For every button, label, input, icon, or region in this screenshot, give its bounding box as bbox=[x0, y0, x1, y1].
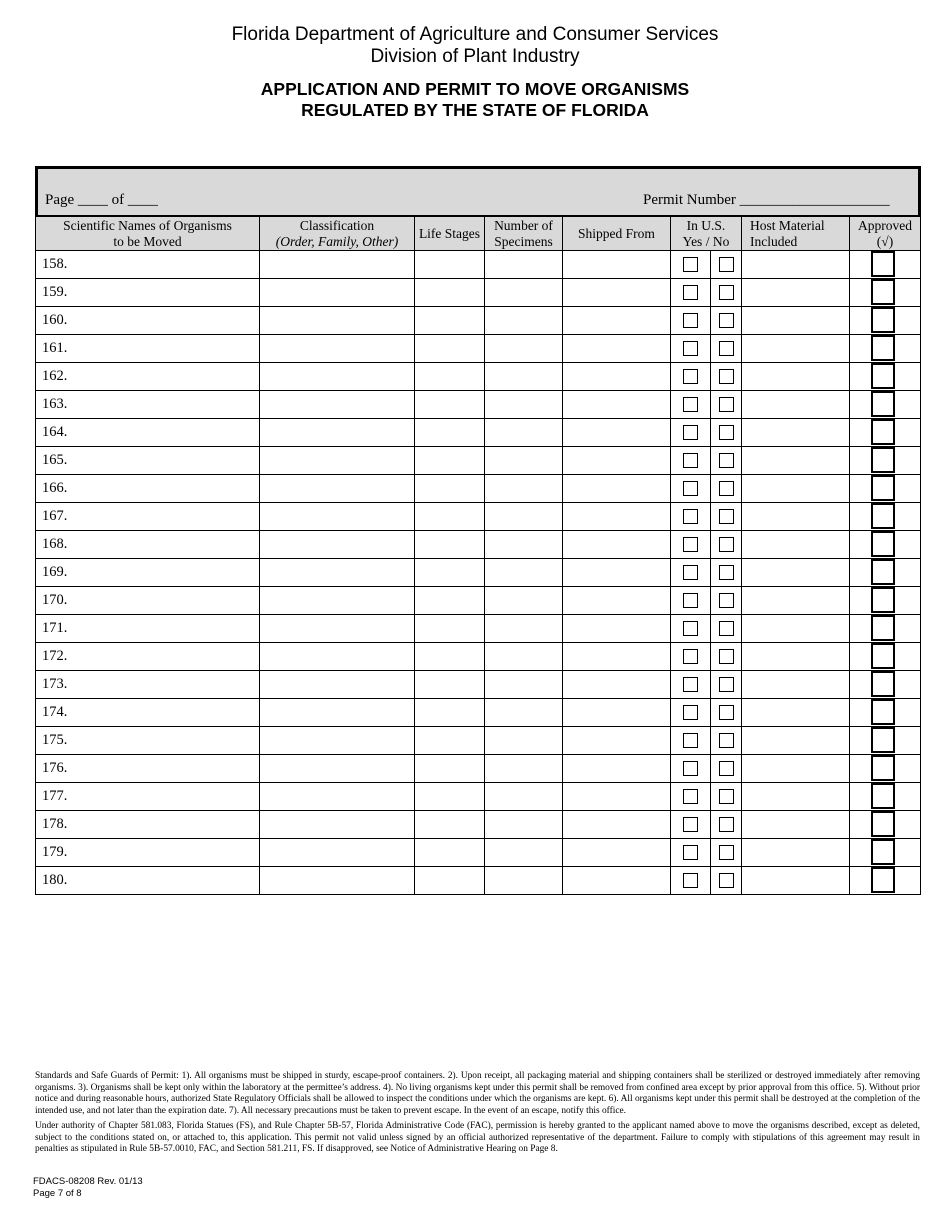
page-permit-bar bbox=[35, 166, 921, 219]
specimens-cell[interactable] bbox=[485, 559, 563, 587]
life-stages-cell[interactable] bbox=[415, 419, 485, 447]
specimens-cell[interactable] bbox=[485, 503, 563, 531]
classification-cell[interactable] bbox=[260, 867, 415, 895]
col-classification: Classification (Order, Family, Other) bbox=[260, 217, 415, 251]
table-row bbox=[36, 755, 921, 783]
shipped-from-cell[interactable] bbox=[563, 755, 671, 783]
life-stages-cell[interactable] bbox=[415, 475, 485, 503]
life-stages-cell[interactable] bbox=[415, 279, 485, 307]
classification-cell[interactable] bbox=[260, 811, 415, 839]
life-stages-cell[interactable] bbox=[415, 671, 485, 699]
in-us-no-checkbox[interactable] bbox=[719, 481, 734, 496]
row-number: 165. bbox=[36, 447, 260, 475]
in-us-no-checkbox[interactable] bbox=[719, 789, 734, 804]
host-material-cell[interactable] bbox=[742, 251, 850, 279]
in-us-yes-checkbox[interactable] bbox=[683, 789, 698, 804]
life-stages-cell[interactable] bbox=[415, 251, 485, 279]
specimens-cell[interactable] bbox=[485, 251, 563, 279]
agency-name: Florida Department of Agriculture and Consumer Services bbox=[231, 24, 719, 45]
host-material-cell[interactable] bbox=[742, 335, 850, 363]
approved-checkbox[interactable] bbox=[871, 783, 895, 809]
page-of-label: Page 7 of 8 bbox=[33, 1188, 82, 1199]
form-title bbox=[0, 79, 950, 121]
specimens-cell[interactable] bbox=[485, 811, 563, 839]
authority-paragraph: Under authority of Chapter 581.083, Florida Statues (FS), and Rule Chapter 5B-57, Florida Administrative Code (FAC), permission is hereby granted to the applicant named above to move the organisms described, except as deleted, subject to the conditions stated on, or attached to, this application. This permit not valid unless signed by an official authorized representative of the department. Failure to comply with stipulations of this agreement may result in penalties as stipulated in Rule 5B-57.0010, FAC, and Section 581.211, FS. If disapproved, see Notice of Administrative Hearing on Page 8. bbox=[35, 1121, 920, 1155]
table-row bbox=[36, 615, 921, 643]
approved-checkbox[interactable] bbox=[871, 811, 895, 837]
row-number: 180. bbox=[36, 867, 260, 895]
col-scientific-names: Scientific Names of Organisms to be Moved bbox=[36, 217, 260, 251]
classification-cell[interactable] bbox=[260, 363, 415, 391]
approved-checkbox[interactable] bbox=[871, 755, 895, 781]
approved-checkbox[interactable] bbox=[871, 279, 895, 305]
row-number: 172. bbox=[36, 643, 260, 671]
in-us-yes-checkbox[interactable] bbox=[683, 593, 698, 608]
table-row bbox=[36, 307, 921, 335]
in-us-yes-checkbox[interactable] bbox=[683, 845, 698, 860]
row-number: 160. bbox=[36, 307, 260, 335]
table-row bbox=[36, 839, 921, 867]
in-us-no-checkbox[interactable] bbox=[719, 425, 734, 440]
in-us-no-checkbox[interactable] bbox=[719, 565, 734, 580]
in-us-yes-checkbox[interactable] bbox=[683, 481, 698, 496]
approved-checkbox[interactable] bbox=[871, 447, 895, 473]
row-number: 173. bbox=[36, 671, 260, 699]
table-row bbox=[36, 391, 921, 419]
host-material-cell[interactable] bbox=[742, 615, 850, 643]
in-us-no-checkbox[interactable] bbox=[719, 369, 734, 384]
specimens-cell[interactable] bbox=[485, 335, 563, 363]
in-us-yes-checkbox[interactable] bbox=[683, 649, 698, 664]
approved-checkbox[interactable] bbox=[871, 699, 895, 725]
host-material-cell[interactable] bbox=[742, 307, 850, 335]
classification-cell[interactable] bbox=[260, 615, 415, 643]
classification-cell[interactable] bbox=[260, 559, 415, 587]
host-material-cell[interactable] bbox=[742, 503, 850, 531]
host-material-cell[interactable] bbox=[742, 391, 850, 419]
classification-cell[interactable] bbox=[260, 335, 415, 363]
form-title-line2: REGULATED BY THE STATE OF FLORIDA bbox=[301, 100, 649, 120]
classification-cell[interactable] bbox=[260, 839, 415, 867]
row-number: 171. bbox=[36, 615, 260, 643]
in-us-no-checkbox[interactable] bbox=[719, 733, 734, 748]
life-stages-cell[interactable] bbox=[415, 699, 485, 727]
in-us-yes-checkbox[interactable] bbox=[683, 425, 698, 440]
shipped-from-cell[interactable] bbox=[563, 363, 671, 391]
in-us-no-checkbox[interactable] bbox=[719, 257, 734, 272]
host-material-cell[interactable] bbox=[742, 531, 850, 559]
in-us-yes-checkbox[interactable] bbox=[683, 509, 698, 524]
specimens-cell[interactable] bbox=[485, 279, 563, 307]
in-us-yes-checkbox[interactable] bbox=[683, 733, 698, 748]
life-stages-cell[interactable] bbox=[415, 335, 485, 363]
life-stages-cell[interactable] bbox=[415, 811, 485, 839]
approved-checkbox[interactable] bbox=[871, 391, 895, 417]
classification-cell[interactable] bbox=[260, 503, 415, 531]
approved-checkbox[interactable] bbox=[871, 419, 895, 445]
approved-checkbox[interactable] bbox=[871, 867, 895, 893]
in-us-no-checkbox[interactable] bbox=[719, 341, 734, 356]
classification-cell[interactable] bbox=[260, 727, 415, 755]
table-row bbox=[36, 335, 921, 363]
specimens-cell[interactable] bbox=[485, 699, 563, 727]
col-life-stages: Life Stages bbox=[415, 217, 485, 251]
table-row bbox=[36, 559, 921, 587]
shipped-from-cell[interactable] bbox=[563, 475, 671, 503]
table-row bbox=[36, 587, 921, 615]
shipped-from-cell[interactable] bbox=[563, 279, 671, 307]
standards-paragraph: Standards and Safe Guards of Permit: 1). All organisms must be shipped in sturdy, escape-proof containers. 2). Upon receipt, all packaging material and shipping containers shall be sterilized or destroyed immediately after removing organisms. 3). Organisms shall be kept only within the laboratory at the permittee’s address. 4). No living organisms kept under this permit shall be removed from confined area except by prior approval from this office. 5). Without prior notice and during reasonable hours, authorized State Regulatory Officials shall be allowed to inspect the conditions under which the organisms are kept. 6). All organisms kept under this permit shall be destroyed at the completion of the intended use, and not later than the expiration date. 7). All necessary precautions must be taken to prevent escape. In the event of an escape, notify this office. bbox=[35, 1071, 920, 1116]
specimens-cell[interactable] bbox=[485, 615, 563, 643]
life-stages-cell[interactable] bbox=[415, 755, 485, 783]
row-number: 167. bbox=[36, 503, 260, 531]
approved-checkbox[interactable] bbox=[871, 531, 895, 557]
in-us-no-checkbox[interactable] bbox=[719, 817, 734, 832]
form-title-line1: APPLICATION AND PERMIT TO MOVE ORGANISMS bbox=[260, 79, 690, 99]
table-row bbox=[36, 643, 921, 671]
classification-cell[interactable] bbox=[260, 699, 415, 727]
row-number: 178. bbox=[36, 811, 260, 839]
specimens-cell[interactable] bbox=[485, 867, 563, 895]
in-us-yes-checkbox[interactable] bbox=[683, 257, 698, 272]
in-us-yes-checkbox[interactable] bbox=[683, 313, 698, 328]
classification-cell[interactable] bbox=[260, 671, 415, 699]
specimens-cell[interactable] bbox=[485, 755, 563, 783]
specimens-cell[interactable] bbox=[485, 643, 563, 671]
life-stages-cell[interactable] bbox=[415, 839, 485, 867]
approved-checkbox[interactable] bbox=[871, 335, 895, 361]
table-row bbox=[36, 447, 921, 475]
col-approved: Approved (√) bbox=[850, 217, 921, 251]
approved-checkbox[interactable] bbox=[871, 671, 895, 697]
shipped-from-cell[interactable] bbox=[563, 727, 671, 755]
host-material-cell[interactable] bbox=[742, 671, 850, 699]
row-number: 163. bbox=[36, 391, 260, 419]
shipped-from-cell[interactable] bbox=[563, 615, 671, 643]
permit-number-field[interactable]: Permit Number ____________________ bbox=[643, 192, 890, 208]
life-stages-cell[interactable] bbox=[415, 559, 485, 587]
in-us-no-checkbox[interactable] bbox=[719, 397, 734, 412]
table-row bbox=[36, 363, 921, 391]
host-material-cell[interactable] bbox=[742, 699, 850, 727]
life-stages-cell[interactable] bbox=[415, 783, 485, 811]
row-number: 179. bbox=[36, 839, 260, 867]
shipped-from-cell[interactable] bbox=[563, 419, 671, 447]
host-material-cell[interactable] bbox=[742, 447, 850, 475]
row-number: 170. bbox=[36, 587, 260, 615]
in-us-no-checkbox[interactable] bbox=[719, 285, 734, 300]
in-us-no-checkbox[interactable] bbox=[719, 313, 734, 328]
col-in-us: In U.S. Yes / No bbox=[671, 217, 742, 251]
in-us-yes-checkbox[interactable] bbox=[683, 621, 698, 636]
in-us-no-checkbox[interactable] bbox=[719, 649, 734, 664]
approved-checkbox[interactable] bbox=[871, 251, 895, 277]
page-number-field[interactable]: Page ____ of ____ bbox=[45, 192, 158, 208]
in-us-yes-checkbox[interactable] bbox=[683, 285, 698, 300]
in-us-no-checkbox[interactable] bbox=[719, 873, 734, 888]
agency-header bbox=[0, 24, 950, 68]
row-number: 168. bbox=[36, 531, 260, 559]
shipped-from-cell[interactable] bbox=[563, 867, 671, 895]
host-material-cell[interactable] bbox=[742, 839, 850, 867]
specimens-cell[interactable] bbox=[485, 671, 563, 699]
specimens-cell[interactable] bbox=[485, 419, 563, 447]
row-number: 176. bbox=[36, 755, 260, 783]
row-number: 166. bbox=[36, 475, 260, 503]
host-material-cell[interactable] bbox=[742, 811, 850, 839]
division-name: Division of Plant Industry bbox=[370, 46, 580, 67]
classification-cell[interactable] bbox=[260, 587, 415, 615]
specimens-cell[interactable] bbox=[485, 475, 563, 503]
life-stages-cell[interactable] bbox=[415, 867, 485, 895]
shipped-from-cell[interactable] bbox=[563, 251, 671, 279]
life-stages-cell[interactable] bbox=[415, 727, 485, 755]
approved-checkbox[interactable] bbox=[871, 307, 895, 333]
shipped-from-cell[interactable] bbox=[563, 391, 671, 419]
specimens-cell[interactable] bbox=[485, 727, 563, 755]
table-row bbox=[36, 251, 921, 279]
table-row bbox=[36, 727, 921, 755]
in-us-no-checkbox[interactable] bbox=[719, 761, 734, 776]
host-material-cell[interactable] bbox=[742, 419, 850, 447]
life-stages-cell[interactable] bbox=[415, 531, 485, 559]
in-us-no-checkbox[interactable] bbox=[719, 537, 734, 552]
shipped-from-cell[interactable] bbox=[563, 447, 671, 475]
life-stages-cell[interactable] bbox=[415, 307, 485, 335]
row-number: 175. bbox=[36, 727, 260, 755]
table-header-row bbox=[36, 217, 921, 251]
host-material-cell[interactable] bbox=[742, 363, 850, 391]
col-number-of-specimens: Number of Specimens bbox=[485, 217, 563, 251]
table-row bbox=[36, 475, 921, 503]
table-row bbox=[36, 503, 921, 531]
shipped-from-cell[interactable] bbox=[563, 531, 671, 559]
host-material-cell[interactable] bbox=[742, 587, 850, 615]
form-code: FDACS-08208 Rev. 01/13 bbox=[33, 1176, 143, 1187]
life-stages-cell[interactable] bbox=[415, 391, 485, 419]
in-us-yes-checkbox[interactable] bbox=[683, 705, 698, 720]
in-us-yes-checkbox[interactable] bbox=[683, 873, 698, 888]
table-row bbox=[36, 671, 921, 699]
approved-checkbox[interactable] bbox=[871, 643, 895, 669]
shipped-from-cell[interactable] bbox=[563, 783, 671, 811]
in-us-yes-checkbox[interactable] bbox=[683, 677, 698, 692]
classification-cell[interactable] bbox=[260, 447, 415, 475]
table-row bbox=[36, 279, 921, 307]
specimens-cell[interactable] bbox=[485, 839, 563, 867]
classification-cell[interactable] bbox=[260, 755, 415, 783]
host-material-cell[interactable] bbox=[742, 559, 850, 587]
shipped-from-cell[interactable] bbox=[563, 335, 671, 363]
organisms-table bbox=[35, 216, 921, 895]
in-us-no-checkbox[interactable] bbox=[719, 621, 734, 636]
table-row bbox=[36, 699, 921, 727]
approved-checkbox[interactable] bbox=[871, 839, 895, 865]
classification-cell[interactable] bbox=[260, 531, 415, 559]
shipped-from-cell[interactable] bbox=[563, 839, 671, 867]
classification-cell[interactable] bbox=[260, 279, 415, 307]
row-number: 169. bbox=[36, 559, 260, 587]
life-stages-cell[interactable] bbox=[415, 503, 485, 531]
shipped-from-cell[interactable] bbox=[563, 699, 671, 727]
in-us-yes-checkbox[interactable] bbox=[683, 453, 698, 468]
approved-checkbox[interactable] bbox=[871, 727, 895, 753]
classification-cell[interactable] bbox=[260, 307, 415, 335]
col-host-material: Host Material Included bbox=[742, 217, 850, 251]
shipped-from-cell[interactable] bbox=[563, 503, 671, 531]
table-row bbox=[36, 867, 921, 895]
specimens-cell[interactable] bbox=[485, 391, 563, 419]
table-row bbox=[36, 811, 921, 839]
specimens-cell[interactable] bbox=[485, 363, 563, 391]
in-us-yes-checkbox[interactable] bbox=[683, 369, 698, 384]
host-material-cell[interactable] bbox=[742, 727, 850, 755]
row-number: 177. bbox=[36, 783, 260, 811]
classification-cell[interactable] bbox=[260, 783, 415, 811]
row-number: 164. bbox=[36, 419, 260, 447]
life-stages-cell[interactable] bbox=[415, 615, 485, 643]
host-material-cell[interactable] bbox=[742, 755, 850, 783]
shipped-from-cell[interactable] bbox=[563, 587, 671, 615]
in-us-yes-checkbox[interactable] bbox=[683, 397, 698, 412]
in-us-yes-checkbox[interactable] bbox=[683, 761, 698, 776]
shipped-from-cell[interactable] bbox=[563, 671, 671, 699]
classification-cell[interactable] bbox=[260, 475, 415, 503]
shipped-from-cell[interactable] bbox=[563, 643, 671, 671]
in-us-no-checkbox[interactable] bbox=[719, 453, 734, 468]
in-us-no-checkbox[interactable] bbox=[719, 509, 734, 524]
in-us-yes-checkbox[interactable] bbox=[683, 565, 698, 580]
shipped-from-cell[interactable] bbox=[563, 811, 671, 839]
specimens-cell[interactable] bbox=[485, 307, 563, 335]
in-us-yes-checkbox[interactable] bbox=[683, 817, 698, 832]
host-material-cell[interactable] bbox=[742, 867, 850, 895]
host-material-cell[interactable] bbox=[742, 279, 850, 307]
host-material-cell[interactable] bbox=[742, 783, 850, 811]
row-number: 162. bbox=[36, 363, 260, 391]
col-shipped-from: Shipped From bbox=[563, 217, 671, 251]
table-row bbox=[36, 419, 921, 447]
approved-checkbox[interactable] bbox=[871, 615, 895, 641]
classification-cell[interactable] bbox=[260, 251, 415, 279]
row-number: 161. bbox=[36, 335, 260, 363]
approved-checkbox[interactable] bbox=[871, 559, 895, 585]
in-us-no-checkbox[interactable] bbox=[719, 593, 734, 608]
shipped-from-cell[interactable] bbox=[563, 559, 671, 587]
host-material-cell[interactable] bbox=[742, 475, 850, 503]
life-stages-cell[interactable] bbox=[415, 447, 485, 475]
host-material-cell[interactable] bbox=[742, 643, 850, 671]
specimens-cell[interactable] bbox=[485, 447, 563, 475]
table-row bbox=[36, 531, 921, 559]
approved-checkbox[interactable] bbox=[871, 475, 895, 501]
shipped-from-cell[interactable] bbox=[563, 307, 671, 335]
life-stages-cell[interactable] bbox=[415, 587, 485, 615]
approved-checkbox[interactable] bbox=[871, 503, 895, 529]
classification-cell[interactable] bbox=[260, 419, 415, 447]
life-stages-cell[interactable] bbox=[415, 643, 485, 671]
in-us-no-checkbox[interactable] bbox=[719, 845, 734, 860]
in-us-no-checkbox[interactable] bbox=[719, 705, 734, 720]
specimens-cell[interactable] bbox=[485, 783, 563, 811]
row-number: 159. bbox=[36, 279, 260, 307]
table-row bbox=[36, 783, 921, 811]
specimens-cell[interactable] bbox=[485, 531, 563, 559]
in-us-yes-checkbox[interactable] bbox=[683, 537, 698, 552]
row-number: 174. bbox=[36, 699, 260, 727]
in-us-yes-checkbox[interactable] bbox=[683, 341, 698, 356]
row-number: 158. bbox=[36, 251, 260, 279]
approved-checkbox[interactable] bbox=[871, 363, 895, 389]
classification-cell[interactable] bbox=[260, 643, 415, 671]
life-stages-cell[interactable] bbox=[415, 363, 485, 391]
classification-cell[interactable] bbox=[260, 391, 415, 419]
specimens-cell[interactable] bbox=[485, 587, 563, 615]
approved-checkbox[interactable] bbox=[871, 587, 895, 613]
in-us-no-checkbox[interactable] bbox=[719, 677, 734, 692]
